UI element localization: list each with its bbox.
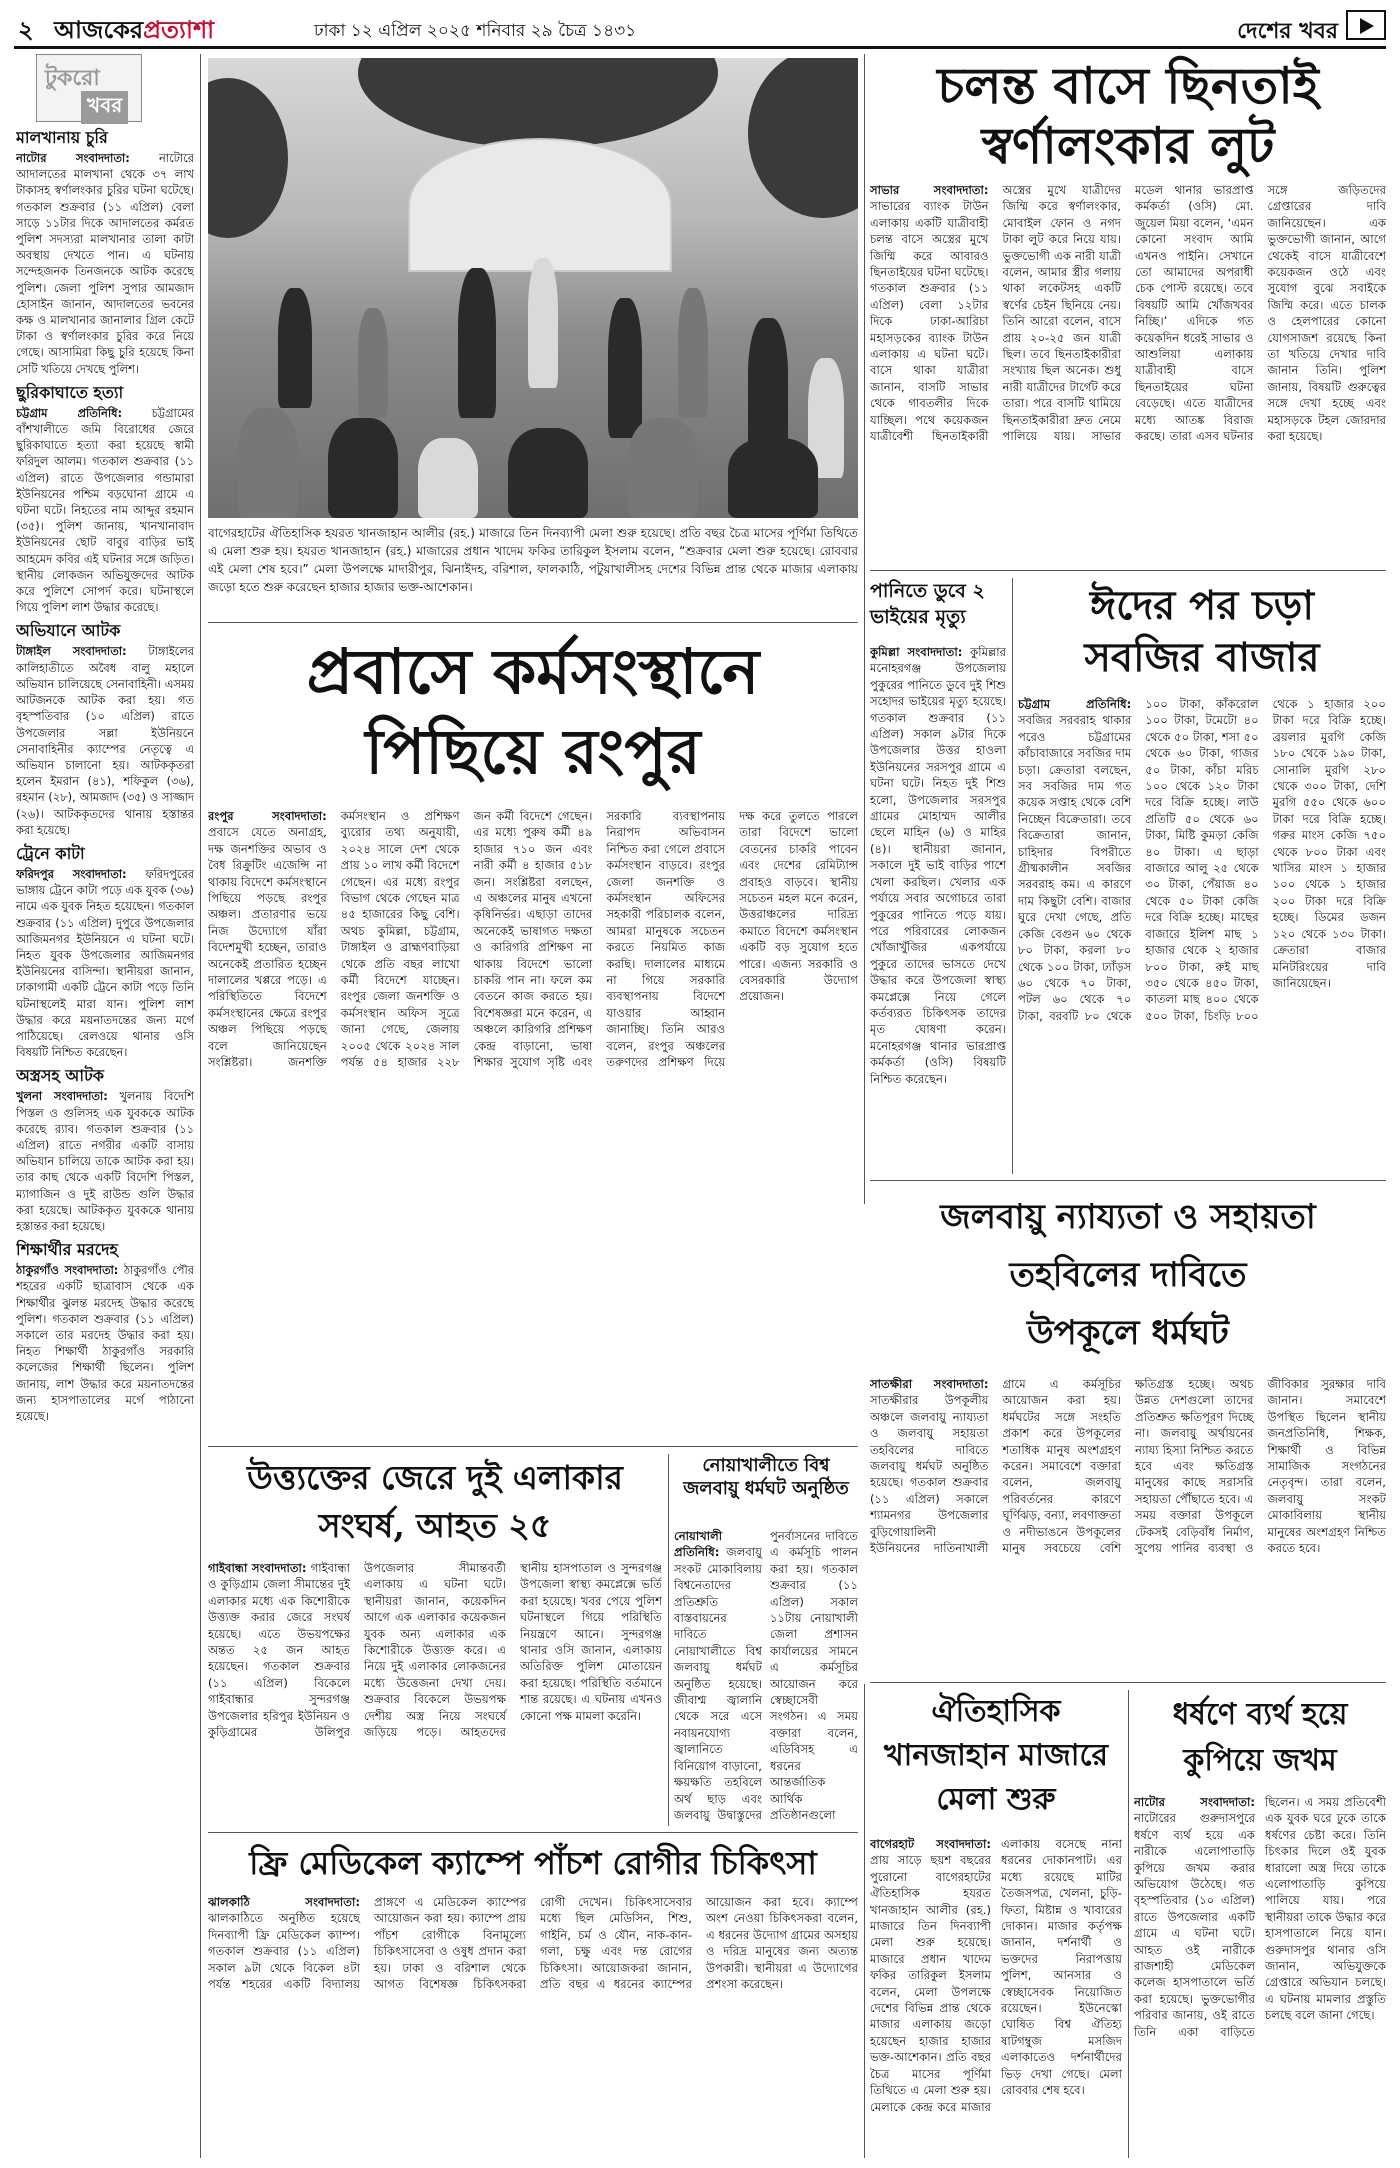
clash-headline-line-2: সংঘর্ষ, আহত ২৫ [318,1506,552,1545]
vegetable-headline [1018,580,1386,690]
sidebar-item-title: শিক্ষার্থীর মরদেহ [16,1240,118,1260]
page-number: ২ [18,16,34,44]
bus-headline-line-2: স্বর্ণালংকার লুট [981,116,1275,175]
sidebar-item-body: ঠাকুরগাঁও পৌর শহরের একটি ছাত্রাবাস থেকে এক শিক্ষার্থীর ঝুলন্ত মরদেহ উদ্ধার করেছে পুলিশ। গতকাল শুক্রবার (১১ এপ্রিল) সকালে তার মরদেহ উদ্ধার করা হয়। নিহত শিক্ষার্থী ঠাকুরগাঁও সরকারি কলেজের শিক্ষার্থী ছিলেন। পুলিশ জানায়, লাশ উদ্ধার করে ময়নাতদন্তের জন্য হাসপাতালের মর্গে পাঠানো হয়েছে। [16,1263,194,1424]
medical-headline: ফ্রি মেডিকেল ক্যাম্পে পাঁচশ রোগীর চিকিৎসা [249,1844,817,1882]
byline: ফরিদপুর সংবাদদাতা: [16,866,127,881]
climate-headline-line-3: উপকূলে ধর্মঘট [1027,1313,1229,1353]
drown-headline: পানিতে ডুবে ২ ভাইয়ের মৃত্যু [870,580,985,628]
article-text: প্রবাসে যেতে অনাগ্রহ, দক্ষ জনশক্তির অভাব ও বৈধ রিক্রুটিং এজেন্সি না থাকায় বিদেশে কর্মসংস্থানে পিছিয়ে পড়ছে রংপুর অঞ্চল। প্রতারণার ভয়ে নিজ উদ্যোগে যাঁরা বিদেশমুখী হচ্ছেন, তারাও অনেকেই প্রতারিত হচ্ছেন দালালের খপ্পরে পড়ে। এ পরিস্থিতিতে বিদেশে কর্মসংস্থানের ক্ষেত্রে রংপুর অঞ্চল পিছিয়ে পড়ছে বলে জানিয়েছেন সংশ্লিষ্টরা। জনশক্তি কর্মসংস্থান ও প্রশিক্ষণ ব্যুরোর তথ্য অনুযায়ী, ২০২৪ সালে দেশ থেকে প্রায় ১০ লাখ কর্মী বিদেশে গেছেন। এর মধ্যে রংপুর বিভাগ থেকে গেছেন মাত্র ৪৫ হাজারের কিছু বেশি। অথচ কুমিল্লা, চট্টগ্রাম, টাঙ্গাইল ও ব্রাহ্মণবাড়িয়া থেকে প্রতি বছর লাখো কর্মী বিদেশে যাচ্ছেন। রংপুর জেলা জনশক্তি ও কর্মসংস্থান অফিস সূত্রে জানা গেছে, জেলায় ২০০৫ থেকে ২০২৪ সাল পর্যন্ত ৫৪ হাজার ২২৮ জন কর্মী বিদেশে গেছেন। এর মধ্যে পুরুষ কর্মী ৪৯ হাজার ৭১০ জন এবং নারী কর্মী ৪ হাজার ৫১৮ জন। সংশ্লিষ্টরা বলছেন, এ অঞ্চলের মানুষ এখনো কৃষিনির্ভর। এছাড়া তাদের অনেকেই ভাষাগত দক্ষতা ও কারিগরি প্রশিক্ষণ না থাকায় বিদেশে ভালো চাকরি পান না। ফলে কম বেতনে কাজ করতে হয়। বিশেষজ্ঞরা মনে করেন, এ অঞ্চলে কারিগরি প্রশিক্ষণ কেন্দ্র বাড়ানো, ভাষা শিক্ষার সুযোগ সৃষ্টি এবং সরকারি ব্যবস্থাপনায় নিরাপদ অভিবাসন নিশ্চিত করা গেলে প্রবাসে কর্মসংস্থান বাড়বে। রংপুর জেলা জনশক্তি ও কর্মসংস্থান অফিসের সহকারী পরিচালক বলেন, আমরা মানুষকে সচেতন করতে নিয়মিত কাজ করছি। দালালের মাধ্যমে না গিয়ে সরকারি ব্যবস্থাপনায় বিদেশে যাওয়ার আহ্বান জানাচ্ছি। তিনি আরও বলেন, রংপুর অঞ্চলের তরুণদের প্রশিক্ষণ দিয়ে দক্ষ করে তুলতে পারলে তারা বিদেশে ভালো বেতনের চাকরি পাবেন এবং দেশের রেমিট্যান্স প্রবাহও বাড়বে। স্থানীয় সচেতন মহল মনে করেন, উত্তরাঞ্চলের দারিদ্র্য কমাতে বিদেশে কর্মসংস্থান একটি বড় সুযোগ হতে পারে। এজন্য সরকারি ও বেসরকারি উদ্যোগ প্রয়োজন। [208,809,858,1070]
byline: নাটোর সংবাদদাতা: [16,151,130,165]
byline: কুমিল্লা সংবাদদাতা: [870,645,963,659]
byline: সাভার সংবাদদাতা: [870,183,989,197]
mazar-headline-line-1: ঐতিহাসিক [931,1694,1061,1729]
page-header [14,10,1386,49]
byline: চট্টগ্রাম প্রতিনিধি: [1018,697,1132,711]
sidebar-item-body: টাঙ্গাইলের কালিহাতীতে অবৈধ বালু মহালে অভিযান চালিয়েছে সেনাবাহিনী। এসময় আটজনকে আটক করা হয়। গত বৃহস্পতিবার (১০ এপ্রিল) রাতে উপজেলার সল্লা ইউনিয়নে সেনাবাহিনীর ক্যাম্পের নেতৃত্বে এ অভিযান চালানো হয়। আটককৃতরা হলেন ইমরান (৪১), শফিকুল (৩৬), রহমান (২৮), আমজাদ (৩৫) ও সাজ্জাদ (২৬)। আটককৃতদের থানায় হস্তান্তর করা হয়েছে। [16,644,194,837]
vegetable-article-body [1018,696,1386,1174]
sidebar-item [16,621,194,837]
bus-headline-line-1: চলন্ত বাসে ছিনতাই [937,56,1319,115]
sidebar-item [16,1240,194,1424]
mazar-headline [870,1690,1122,1830]
mazar-headline-line-3: মেলা শুরু [936,1782,1056,1817]
sidebar-item-body: চট্টগ্রামের বাঁশখালীতে জমি বিরোধের জেরে ছুরিকাঘাতে হত্যা করা হয়েছে স্বামী ফরিদুল আলম। গতকাল শুক্রবার (১১ এপ্রিল) রাতে উপজেলার গন্ডামারা ইউনিয়নের পশ্চিম বড়ঘোনা গ্রামে এ ঘটনা ঘটে। নিহতের নাম আব্দুর রহমান (৩৫)। পুলিশ জানায়, খানখানাবাদ ইউনিয়নের ছোট বাবুর বাড়ির ভাই আহমেদ কবির এই ঘটনার সঙ্গে জড়িত। স্থানীয় লোকজন অভিযুক্তদের আটক করে পুলিশে সোপর্দ করে। ঘটনাস্থলে গিয়ে পুলিশ লাশ উদ্ধার করেছে। [16,405,194,615]
sidebar-item-body: ফরিদপুরের ভাঙ্গায় ট্রেনে কাটা পড়ে এক যুবক (৩৬) নামে এক যুবক নিহত হয়েছেন। গতকাল শুক্রবার (১১ এপ্রিল) দুপুরে উপজেলার আজিমনগর ইউনিয়নে এ ঘটনা ঘটে। নিহত যুবক উপজেলার আজিমনগর ইউনিয়নের বাসিন্দা। স্থানীয়রা জানান, ঢাকাগামী একটি ট্রেনে কাটা পড়ে তিনি ঘটনাস্থলেই মারা যান। পুলিশ লাশ উদ্ধার করে ময়নাতদন্তের জন্য মর্গে পাঠিয়েছে। রেলওয়ে থানার ওসি বিষয়টি নিশ্চিত করেছেন। [16,866,194,1060]
byline: ঝালকাঠি সংবাদদাতা: [208,1895,360,1909]
rangpur-headline [208,632,858,802]
tukro-khobor-logo [36,54,142,122]
article-text: ঝালকাঠিতে অনুষ্ঠিত হয়েছে দিনব্যাপী ফ্রি মেডিকেল ক্যাম্প। গতকাল শুক্রবার (১১ এপ্রিল) সকাল ৯টা থেকে বিকেল ৪টা পর্যন্ত শহরের একটি বিদ্যালয় প্রাঙ্গণে এ মেডিকেল ক্যাম্পের আয়োজন করা হয়। ক্যাম্পে প্রায় পাঁচশ রোগীকে বিনামূল্যে চিকিৎসাসেবা ও ওষুধ প্রদান করা হয়। ঢাকা ও বরিশাল থেকে আগত বিশেষজ্ঞ চিকিৎসকরা রোগী দেখেন। চিকিৎসাসেবার মধ্যে ছিল মেডিসিন, শিশু, গাইনি, চর্ম ও যৌন, নাক-কান-গলা, চক্ষু এবং দন্ত রোগের চিকিৎসা। আয়োজকরা জানান, প্রতি বছর এ ধরনের ক্যাম্পের আয়োজন করা হবে। ক্যাম্পে অংশ নেওয়া চিকিৎসকরা বলেন, এ ধরনের উদ্যোগ গ্রামের অসহায় ও দরিদ্র মানুষের জন্য অত্যন্ত উপকারী। স্থানীয়রা এ উদ্যোগের প্রশংসা করেছেন। [208,1895,858,1992]
logo-part-1: আজকের [54,16,144,44]
byline: রংপুর সংবাদদাতা: [208,809,327,823]
climate-article-body [870,1376,1386,1676]
sidebar-item-title: অভিযানে আটক [16,621,121,641]
byline: সাতক্ষীরা সংবাদদাতা: [870,1377,989,1391]
sidebar-item-title: ছুরিকাঘাতে হত্যা [16,382,124,402]
medical-article-body [208,1894,858,2154]
rangpur-headline-line-2: পিছিয়ে রংপুর [365,715,701,788]
byline: টাঙ্গাইল সংবাদদাতা: [16,644,127,659]
logo-bottom-text: খবর [81,91,128,124]
drown-article-body [870,644,1006,1174]
rape-headline-line-1: ধর্ষণে ব্যর্থ হয়ে [1172,1697,1348,1732]
article-text: প্রায় সাড়ে ছয়শ বছরের পুরোনো বাগেরহাটের ঐতিহাসিক হযরত খানজাহান আলীর (রহ.) মাজারে তিন দিনব্যাপী মেলা শুরু হয়েছে। মাজারে প্রধান খাদেম ফকির তারিকুল ইসলাম বলেন, মেলা উপলক্ষে দেশের বিভিন্ন প্রান্ত থেকে মাজার এলাকায় জড়ো হয়েছেন হাজার হাজার ভক্ত-আশেকান। প্রতি বছর চৈত্র মাসের পূর্ণিমা তিথিতে এ মেলা শুরু হয়। মেলাকে কেন্দ্র করে মাজার এলাকায় বসেছে নানা ধরনের দোকানপাট। এর মধ্যে রয়েছে মাটির তৈজসপত্র, খেলনা, চুড়ি-ফিতা, মিষ্টান্ন ও খাবারের দোকান। মাজার কর্তৃপক্ষ জানান, দর্শনার্থী ও ভক্তদের নিরাপত্তায় পুলিশ, আনসার ও স্বেচ্ছাসেবক নিয়োজিত রয়েছেন। ইউনেস্কো ঘোষিত বিশ্ব ঐতিহ্য ষাটগম্বুজ মসজিদ এলাকাতেও দর্শনার্থীদের ভিড় দেখা গেছে। মেলা রোববার শেষ হবে। [870,1837,1122,2114]
noakhali-article-body [674,1528,858,1826]
byline: চট্টগ্রাম প্রতিনিধি: [16,405,123,420]
clash-article-body [208,1560,662,1820]
noakhali-headline: নোয়াখালীতে বিশ্ব জলবায়ু ধর্মঘট অনুষ্ঠিত [683,1455,849,1499]
rape-article-body [1134,1794,1386,2156]
sidebar-item [16,844,194,1060]
climate-headline-line-2: তহবিলের দাবিতে [1009,1255,1247,1295]
mazar-headline-line-2: খানজাহান মাজারে [883,1738,1109,1773]
article-text: নাটোরের গুরুদাসপুরে ধর্ষণে ব্যর্থ হয়ে এক নারীকে এলোপাতাড়ি কুপিয়ে জখম করার অভিযোগ উঠেছে। গত বৃহস্পতিবার (১০ এপ্রিল) রাতে উপজেলার একটি গ্রামে এ ঘটনা ঘটে। আহত ওই নারীকে রাজশাহী মেডিকেল কলেজ হাসপাতালে ভর্তি করা হয়েছে। ভুক্তভোগীর পরিবার জানায়, ওই রাতে তিনি একা বাড়িতে ছিলেন। এ সময় প্রতিবেশী এক যুবক ঘরে ঢুকে তাকে ধর্ষণের চেষ্টা করে। তিনি চিৎকার দিলে ওই যুবক ধারালো অস্ত্র দিয়ে তাকে এলোপাতাড়ি কুপিয়ে পালিয়ে যায়। পরে স্থানীয়রা তাকে উদ্ধার করে হাসপাতালে নিয়ে যান। গুরুদাসপুর থানার ওসি জানান, অভিযুক্তকে গ্রেপ্তারে অভিযান চলছে। এ ঘটনায় মামলার প্রস্তুতি চলছে বলে জানা গেছে। [1134,1795,1386,2039]
byline: খুলনা সংবাদদাতা: [16,1089,108,1104]
logo-part-2: প্রত্যাশা [143,16,215,44]
section-title: দেশের খবর [1237,19,1338,44]
rangpur-article-body [208,808,858,1440]
sidebar-item-body: খুলনায় বিদেশি পিস্তল ও গুলিসহ এক যুবককে আটক করেছে র‍্যাব। গতকাল শুক্রবার (১১ এপ্রিল) রাতে নগরীর একটি বাসায় অভিযান চালিয়ে তাকে আটক করা হয়। তার কাছ থেকে একটি বিদেশি পিস্তল, ম্যাগাজিন ও দুই রাউন্ড গুলি উদ্ধার করা হয়েছে। আটককৃত যুবককে থানায় হস্তান্তর করা হয়েছে। [16,1089,194,1233]
clash-headline [208,1454,662,1554]
article-text: সাতক্ষীরার উপকূলীয় অঞ্চলে জলবায়ু ন্যায্যতা ও জলবায়ু সহায়তা তহবিলের দাবিতে জলবায়ু ধর্মঘট অনুষ্ঠিত হয়েছে। গতকাল শুক্রবার (১১ এপ্রিল) সকালে শ্যামনগর উপজেলার বুড়িগোয়ালিনী ইউনিয়নের দাতিনাখালী গ্রামে এ কর্মসূচির আয়োজন করা হয়। ধর্মঘটের সঙ্গে সংহতি প্রকাশ করে উপকূলের শতাধিক মানুষ অংশগ্রহণ করেন। সমাবেশে বক্তারা বলেন, জলবায়ু পরিবর্তনের কারণে ঘূর্ণিঝড়, বন্যা, লবণাক্ততা ও নদীভাঙনে উপকূলের মানুষ সবচেয়ে বেশি ক্ষতিগ্রস্ত হচ্ছে। অথচ উন্নত দেশগুলো তাদের প্রতিশ্রুত ক্ষতিপূরণ দিচ্ছে না। জলবায়ু অর্থায়নের ন্যায্য হিস্যা নিশ্চিত করতে হবে এবং ক্ষতিগ্রস্ত মানুষের কাছে সরাসরি সহায়তা পৌঁছাতে হবে। এ সময় বক্তারা উপকূলে টেকসই বেড়িবাঁধ নির্মাণ, সুপেয় পানির ব্যবস্থা ও জীবিকার সুরক্ষার দাবি জানান। সমাবেশে উপস্থিত ছিলেন স্থানীয় জনপ্রতিনিধি, শিক্ষক, শিক্ষার্থী ও বিভিন্ন সামাজিক সংগঠনের নেতৃবৃন্দ। তারা বলেন, জলবায়ু সংকট মোকাবিলায় স্থানীয় মানুষের অংশগ্রহণ নিশ্চিত করতে হবে। [870,1377,1386,1556]
sidebar-item [16,128,194,377]
newspaper-logo [54,12,214,52]
byline: নোয়াখালী প্রতিনিধি: [674,1529,723,1560]
logo-top-text: টুকরো [45,66,100,91]
rangpur-headline-line-1: প্রবাসে কর্মসংস্থানে [306,635,760,708]
article-text: কুমিল্লার মনোহরগঞ্জ উপজেলায় পুকুরের পানিতে ডুবে দুই শিশু সহোদর ভাইয়ের মৃত্যু হয়েছে। গতকাল শুক্রবার (১১ এপ্রিল) সকাল ৯টার দিকে উপজেলার উত্তর হাওলা ইউনিয়নের সরসপুর গ্রামে এ ঘটনা ঘটে। নিহত দুই শিশু হলো, উপজেলার সরসপুর গ্রামের মোহাম্মদ আলীর ছেলে মাহিন (৬) ও মাহির (৪)। স্থানীয়রা জানান, সকালে দুই ভাই বাড়ির পাশে খেলা করছিল। খেলার এক পর্যায়ে সবার অগোচরে তারা পুকুরের পানিতে পড়ে যায়। পরে পরিবারের লোকজন খোঁজাখুঁজির একপর্যায়ে পুকুরে তাদের ভাসতে দেখে উদ্ধার করে উপজেলা স্বাস্থ্য কমপ্লেক্সে নিয়ে গেলে কর্তব্যরত চিকিৎসক তাদের মৃত ঘোষণা করেন। মনোহরগঞ্জ থানার ভারপ্রাপ্ত কর্মকর্তা (ওসি) বিষয়টি নিশ্চিত করেছেন। [870,645,1006,1086]
sidebar-item [16,383,194,616]
climate-headline-line-1: জলবায়ু ন্যায্যতা ও সহায়তা [940,1197,1316,1237]
issue-date: ঢাকা ১২ এপ্রিল ২০২৫ শনিবার ২৯ চৈত্র ১৪৩১ [314,21,637,41]
mazar-article-body [870,1836,1122,2156]
bus-article-body [870,182,1386,564]
byline: গাইবান্ধা সংবাদদাতা: [208,1561,307,1575]
article-text: সবজির সরবরাহ থাকার পরেও চট্টগ্রামের কাঁচাবাজারে সবজির দাম চড়া। ক্রেতারা বলছেন, সব সবজির দাম গত কয়েক সপ্তাহ থেকে বেশি নিচ্ছেন বিক্রেতারা। তবে বিক্রেতারা জানান, চাহিদার বিপরীতে গ্রীষ্মকালীন সবজির সরবরাহ কম। এ কারণে দাম কিছুটা বেশি। বাজার ঘুরে দেখা গেছে, প্রতি কেজি বেগুন ৬০ থেকে ৮০ টাকা, করলা ৮০ থেকে ১০০ টাকা, ঢ্যাঁড়স ৬০ থেকে ৭০ টাকা, পটল ৬০ থেকে ৭০ টাকা, বরবটি ৮০ থেকে ১০০ টাকা, কাঁকরোল ১০০ টাকা, টমেটো ৪০ থেকে ৫০ টাকা, শসা ৫০ থেকে ৬০ টাকা, গাজর ৫০ টাকা, কাঁচা মরিচ ১০০ থেকে ১২০ টাকা দরে বিক্রি হচ্ছে। লাউ প্রতিটি ৫০ থেকে ৬০ টাকা, মিষ্টি কুমড়া কেজি ৪০ টাকা। এ ছাড়া বাজারে আলু ২৫ থেকে ৩০ টাকা, পেঁয়াজ ৪০ থেকে ৫০ টাকা কেজি দরে বিক্রি হচ্ছে। মাছের বাজারে ইলিশ মাছ ১ হাজার থেকে ২ হাজার ৮০০ টাকা, রুই মাছ ৩৫০ থেকে ৪৫০ টাকা, কাতলা মাছ ৪০০ থেকে ৫০০ টাকা, চিংড়ি ৮০০ থেকে ১ হাজার ২০০ টাকা দরে বিক্রি হচ্ছে। ব্রয়লার মুরগি কেজি ১৮০ থেকে ১৯০ টাকা, সোনালি মুরগি ২৮০ থেকে ৩০০ টাকা, দেশি মুরগি ৫৫০ থেকে ৬০০ টাকা দরে বিক্রি হচ্ছে। গরুর মাংস কেজি ৭৫০ থেকে ৮০০ টাকা এবং খাসির মাংস ১ হাজার ১০০ থেকে ১ হাজার ২০০ টাকা দরে বিক্রি হচ্ছে। ডিমের ডজন ১২০ থেকে ১৩০ টাকা। ক্রেতারা বাজার মনিটরিংয়ের দাবি জানিয়েছেন। [1018,697,1386,1023]
article-text: গাইবান্ধা ও কুড়িগ্রাম জেলা সীমান্তের দুই এলাকার মধ্যে এক কিশোরীকে উত্ত্যক্ত করার জেরে সংঘর্ষ হয়েছে। এতে উভয়পক্ষের অন্তত ২৫ জন আহত হয়েছেন। গতকাল শুক্রবার (১১ এপ্রিল) বিকেলে গাইবান্ধার সুন্দরগঞ্জ উপজেলার হরিপুর ইউনিয়ন ও কুড়িগ্রামের উলিপুর উপজেলার সীমান্তবর্তী এলাকায় এ ঘটনা ঘটে। স্থানীয়রা জানান, কয়েকদিন আগে এক এলাকার কয়েকজন যুবক অন্য এলাকার এক কিশোরীকে উত্ত্যক্ত করে। এ নিয়ে দুই এলাকার লোকজনের মধ্যে উত্তেজনা দেখা দেয়। শুক্রবার বিকেলে উভয়পক্ষ দেশীয় অস্ত্র নিয়ে সংঘর্ষে জড়িয়ে পড়ে। আহতদের স্থানীয় হাসপাতাল ও সুন্দরগঞ্জ উপজেলা স্বাস্থ্য কমপ্লেক্সে ভর্তি করা হয়েছে। খবর পেয়ে পুলিশ ঘটনাস্থলে গিয়ে পরিস্থিতি নিয়ন্ত্রণে আনে। সুন্দরগঞ্জ থানার ওসি জানান, এলাকায় অতিরিক্ত পুলিশ মোতায়েন করা হয়েছে। পরিস্থিতি বর্তমানে শান্ত রয়েছে। এ ঘটনায় এখনও কোনো পক্ষ মামলা করেনি। [208,1561,662,1740]
byline: নাটোর সংবাদদাতা: [1134,1795,1255,1809]
clash-headline-line-1: উত্ত্যক্তের জেরে দুই এলাকার [247,1458,623,1497]
rape-headline [1134,1692,1386,1788]
article-text: সাভারের ব্যাংক টাউন এলাকায় একটি যাত্রীবাহী চলন্ত বাসে অস্ত্রের মুখে জিম্মি করে আবারও ছিনতাইয়ের ঘটনা ঘটেছে। গতকাল শুক্রবার (১১ এপ্রিল) বেলা ১২টার দিকে ঢাকা-আরিচা মহাসড়কের ব্যাংক টাউন এলাকায় এ ঘটনা ঘটে। বাসে থাকা যাত্রীরা জানান, বাসটি সাভার থেকে গাবতলীর দিকে যাচ্ছিল। পথে কয়েকজন যাত্রীবেশী ছিনতাইকারী অস্ত্রের মুখে যাত্রীদের জিম্মি করে স্বর্ণালংকার, মোবাইল ফোন ও নগদ টাকা লুট করে নিয়ে যায়। ভুক্তভোগী এক নারী যাত্রী বলেন, আমার স্ত্রীর গলায় থাকা লকেটসহ একটি স্বর্ণের চেইন ছিনিয়ে নেয়। তিনি আরো বলেন, বাসে প্রায় ২০-২৫ জন যাত্রী ছিল। তবে ছিনতাইকারীরা সংখ্যায় ছিল অনেক। শুধু নারী যাত্রীদের টার্গেট করে তারা। পরে বাসটি থামিয়ে ছিনতাইকারীরা দ্রুত নেমে পালিয়ে যায়। সাভার মডেল থানার ভারপ্রাপ্ত কর্মকর্তা (ওসি) মো. জুয়েল মিয়া বলেন, ‘এমন কোনো সংবাদ আমি এখনও পাইনি। সেখানে তো আমাদের অপরাধী চেক পোস্ট রয়েছে। তবে বিষয়টি আমি খোঁজখবর নিচ্ছি।’ এদিকে গত কয়েকদিন ধরেই সাভার ও আশুলিয়া এলাকায় যাত্রীবাহী বাসে ছিনতাইয়ের ঘটনা বেড়েছে। এতে যাত্রীদের মধ্যে আতঙ্ক বিরাজ করছে। তারা এসব ঘটনার সঙ্গে জড়িতদের গ্রেপ্তারের দাবি জানিয়েছেন। এক ভুক্তভোগী জানান, আগে থেকেই বাসে যাত্রীবেশে কয়েকজন ওঠে এবং সুযোগ বুঝে সবাইকে জিম্মি করে। এতে চালক ও হেলপারের কোনো যোগসাজশ রয়েছে কিনা তা খতিয়ে দেখার দাবি জানান তিনি। পুলিশ জানায়, বিষয়টি গুরুত্বের সঙ্গে দেখা হচ্ছে এবং মহাসড়কে টহল জোরদার করা হয়েছে। [870,183,1386,444]
rape-headline-line-2: কুপিয়ে জখম [1183,1743,1337,1778]
mazar-photo [208,58,858,518]
vegetable-headline-line-1: ঈদের পর চড়া [1090,582,1314,629]
sidebar-news [16,54,194,2158]
arrow-icon [1346,10,1386,40]
sidebar-item-title: মালখানায় চুরি [16,128,108,147]
byline: বাগেরহাট সংবাদদাতা: [870,1837,991,1851]
photo-caption: বাগেরহাটের ঐতিহাসিক হযরত খানজাহান আলীর (রহ.) মাজারে তিন দিনব্যাপী মেলা শুরু হয়েছে। প্রতি বছর চৈত্র মাসের পূর্ণিমা তিথিতে এ মেলা শুরু হয়। হযরত খানজাহান (রহ.) মাজারের প্রধান খাদেম ফকির তারিকুল ইসলাম বলেন, “শুক্রবার মেলা শুরু হয়েছে। রোববার এই মেলা শেষ হবে।” মেলা উপলক্ষে মাদারীপুর, ঝিনাইদহ, বরিশাল, ফালকাঠি, পটুয়াখালীসহ দেশের বিভিন্ন প্রান্ত থেকে মাজার এলাকায় জড়ো হতে শুরু করেছেন হাজার হাজার ভক্ত-আশেকান। [208,526,858,594]
sidebar-item-body: নাটোরে আদালতের মালখানা থেকে ৩৭ লাখ টাকাসহ স্বর্ণালংকার চুরির ঘটনা ঘটেছে। গতকাল শুক্রবার (১১ এপ্রিল) বেলা সাড়ে ১১টার দিকে আদালতের কর্মরত পুলিশ সদস্যরা মালখানার তালা কাটা অবস্থায় দেখতে পান। এ ঘটনায় সন্দেহজনক তিনজনকে আটক করেছে পুলিশ। জেলা পুলিশ সুপার আমজাদ হোসাইন জানান, আদালতের ভবনের কক্ষ ও মালখানার জানালার গ্রিল কেটে টাকা ও স্বর্ণালংকার চুরির করে নিয়ে গেছে। আসামিরা কিছু চুরি হয়েছে কিনা সেটি খতিয়ে দেখছে পুলিশ। [16,151,194,376]
vegetable-headline-line-2: সবজির বাজার [1084,634,1320,681]
sidebar-item [16,1066,194,1234]
article-text: জলবায়ু সংকট মোকাবিলায় বিশ্বনেতাদের প্রতিশ্রুতি বাস্তবায়নের দাবিতে নোয়াখালীতে বিশ্ব জলবায়ু ধর্মঘট অনুষ্ঠিত হয়েছে। জীবাশ্ম জ্বালানি থেকে সরে এসে নবায়নযোগ্য জ্বালানিতে বিনিয়োগ বাড়ানো, ক্ষয়ক্ষতি তহবিলে অর্থ ছাড় এবং জলবায়ু উদ্বাস্তুদের পুনর্বাসনের দাবিতে এ কর্মসূচি পালন করা হয়। গতকাল শুক্রবার (১১ এপ্রিল) সকাল ১১টায় নোয়াখালী জেলা প্রশাসন কার্যালয়ের সামনে এ কর্মসূচির আয়োজন করে স্বেচ্ছাসেবী সংগঠন। এ সময় বক্তারা বলেন, এডিবিসহ এ ধরনের আন্তর্জাতিক আর্থিক প্রতিষ্ঠানগুলো [674,1529,858,1822]
bus-headline [870,56,1386,176]
sidebar-item-title: ট্রেনে কাটা [16,843,85,863]
climate-headline [870,1188,1386,1368]
byline: ঠাকুরগাঁও সংবাদদাতা: [16,1263,119,1278]
sidebar-item-title: অস্ত্রসহ আটক [16,1066,104,1086]
